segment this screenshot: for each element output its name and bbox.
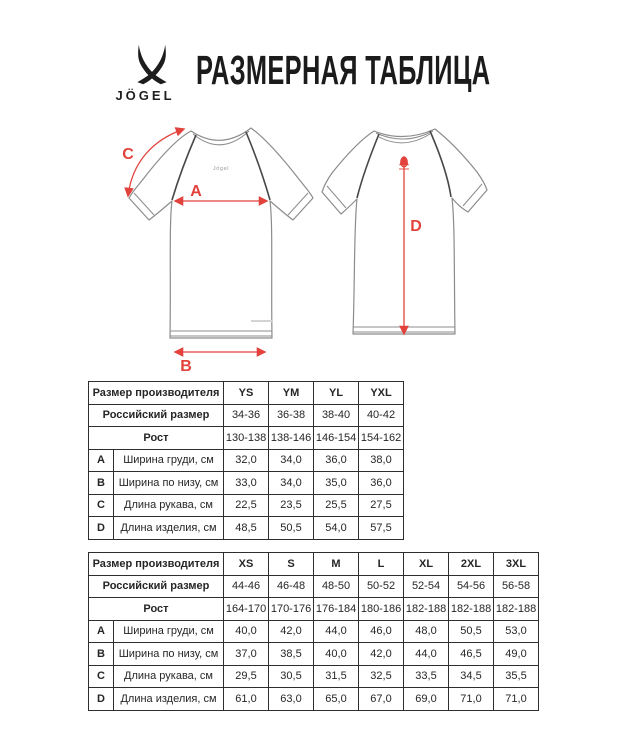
value-cell: 44,0 (404, 643, 449, 666)
value-cell: 180-186 (359, 598, 404, 621)
value-cell: 61,0 (224, 688, 269, 711)
value-cell: 40-42 (359, 404, 404, 427)
hdr-label-cell: Рост (89, 427, 224, 450)
jogel-logo-wordmark: JÖGEL (115, 88, 175, 103)
value-cell: 31,5 (314, 665, 359, 688)
value-cell: 33,5 (404, 665, 449, 688)
page-title: РАЗМЕРНАЯ ТАБЛИЦА (196, 47, 491, 93)
value-cell: 46,0 (359, 620, 404, 643)
measure-label-cell: Ширина по низу, см (114, 643, 224, 666)
table-row (89, 494, 404, 517)
table-row (89, 688, 539, 711)
value-cell: 176-184 (314, 598, 359, 621)
value-cell: 32,0 (224, 449, 269, 472)
label-C: C (122, 146, 134, 163)
table-row (89, 449, 404, 472)
table-row (89, 598, 539, 621)
table-row (89, 404, 404, 427)
value-cell: 33,0 (224, 472, 269, 495)
letter-cell: D (89, 517, 114, 540)
value-cell: 37,0 (224, 643, 269, 666)
value-cell: 36,0 (359, 472, 404, 495)
value-cell: 34,0 (269, 449, 314, 472)
value-cell: 38,5 (269, 643, 314, 666)
label-D: D (410, 218, 422, 235)
size-cell: XL (404, 553, 449, 576)
hdr-label-cell: Размер производителя (89, 382, 224, 405)
tshirt-front-outline (129, 128, 313, 338)
value-cell: 36,0 (314, 449, 359, 472)
value-cell: 71,0 (449, 688, 494, 711)
measure-label-cell: Длина изделия, см (114, 688, 224, 711)
table-row (89, 382, 404, 405)
value-cell: 54-56 (449, 575, 494, 598)
size-cell: XS (224, 553, 269, 576)
value-cell: 50,5 (269, 517, 314, 540)
size-table-junior (88, 381, 404, 540)
value-cell: 42,0 (269, 620, 314, 643)
size-table-adult (88, 552, 539, 711)
size-cell: YL (314, 382, 359, 405)
label-A: A (190, 183, 202, 200)
size-cell: S (269, 553, 314, 576)
value-cell: 30,5 (269, 665, 314, 688)
measure-label-cell: Длина изделия, см (114, 517, 224, 540)
table-row (89, 643, 539, 666)
value-cell: 67,0 (359, 688, 404, 711)
size-cell: 2XL (449, 553, 494, 576)
hdr-label-cell: Российский размер (89, 404, 224, 427)
size-cell: YS (224, 382, 269, 405)
value-cell: 182-188 (494, 598, 539, 621)
table-row (89, 517, 404, 540)
size-cell: L (359, 553, 404, 576)
value-cell: 164-170 (224, 598, 269, 621)
table-row (89, 620, 539, 643)
value-cell: 35,5 (494, 665, 539, 688)
measure-label-cell: Длина рукава, см (114, 494, 224, 517)
value-cell: 71,0 (494, 688, 539, 711)
measure-label-cell: Ширина груди, см (114, 620, 224, 643)
value-cell: 182-188 (404, 598, 449, 621)
measure-label-cell: Длина рукава, см (114, 665, 224, 688)
size-cell: YXL (359, 382, 404, 405)
hdr-label-cell: Российский размер (89, 575, 224, 598)
value-cell: 38,0 (359, 449, 404, 472)
value-cell: 40,0 (314, 643, 359, 666)
letter-cell: D (89, 688, 114, 711)
value-cell: 138-146 (269, 427, 314, 450)
letter-cell: C (89, 494, 114, 517)
value-cell: 54,0 (314, 517, 359, 540)
size-cell: YM (269, 382, 314, 405)
value-cell: 56-58 (494, 575, 539, 598)
value-cell: 40,0 (224, 620, 269, 643)
value-cell: 48,0 (404, 620, 449, 643)
value-cell: 65,0 (314, 688, 359, 711)
table-row (89, 553, 539, 576)
value-cell: 34,5 (449, 665, 494, 688)
measure-label-cell: Ширина груди, см (114, 449, 224, 472)
value-cell: 46,5 (449, 643, 494, 666)
table-row (89, 575, 539, 598)
value-cell: 29,5 (224, 665, 269, 688)
value-cell: 57,5 (359, 517, 404, 540)
value-cell: 35,0 (314, 472, 359, 495)
chest-logo-text: Jögel (212, 166, 230, 172)
value-cell: 182-188 (449, 598, 494, 621)
value-cell: 53,0 (494, 620, 539, 643)
table-row (89, 472, 404, 495)
value-cell: 48-50 (314, 575, 359, 598)
value-cell: 130-138 (224, 427, 269, 450)
value-cell: 170-176 (269, 598, 314, 621)
value-cell: 63,0 (269, 688, 314, 711)
value-cell: 32,5 (359, 665, 404, 688)
letter-cell: C (89, 665, 114, 688)
value-cell: 27,5 (359, 494, 404, 517)
value-cell: 49,0 (494, 643, 539, 666)
value-cell: 48,5 (224, 517, 269, 540)
hem-watermark (251, 320, 273, 322)
table-row (89, 665, 539, 688)
value-cell: 52-54 (404, 575, 449, 598)
value-cell: 34,0 (269, 472, 314, 495)
value-cell: 44,0 (314, 620, 359, 643)
value-cell: 34-36 (224, 404, 269, 427)
table-row (89, 427, 404, 450)
value-cell: 22,5 (224, 494, 269, 517)
value-cell: 69,0 (404, 688, 449, 711)
hdr-label-cell: Размер производителя (89, 553, 224, 576)
value-cell: 38-40 (314, 404, 359, 427)
value-cell: 146-154 (314, 427, 359, 450)
size-cell: 3XL (494, 553, 539, 576)
size-cell: M (314, 553, 359, 576)
value-cell: 25,5 (314, 494, 359, 517)
value-cell: 23,5 (269, 494, 314, 517)
value-cell: 42,0 (359, 643, 404, 666)
letter-cell: A (89, 620, 114, 643)
measure-label-cell: Ширина по низу, см (114, 472, 224, 495)
letter-cell: B (89, 643, 114, 666)
value-cell: 50-52 (359, 575, 404, 598)
value-cell: 36-38 (269, 404, 314, 427)
value-cell: 50,5 (449, 620, 494, 643)
label-B: B (180, 358, 192, 375)
value-cell: 46-48 (269, 575, 314, 598)
letter-cell: B (89, 472, 114, 495)
value-cell: 44-46 (224, 575, 269, 598)
hdr-label-cell: Рост (89, 598, 224, 621)
value-cell: 154-162 (359, 427, 404, 450)
letter-cell: A (89, 449, 114, 472)
